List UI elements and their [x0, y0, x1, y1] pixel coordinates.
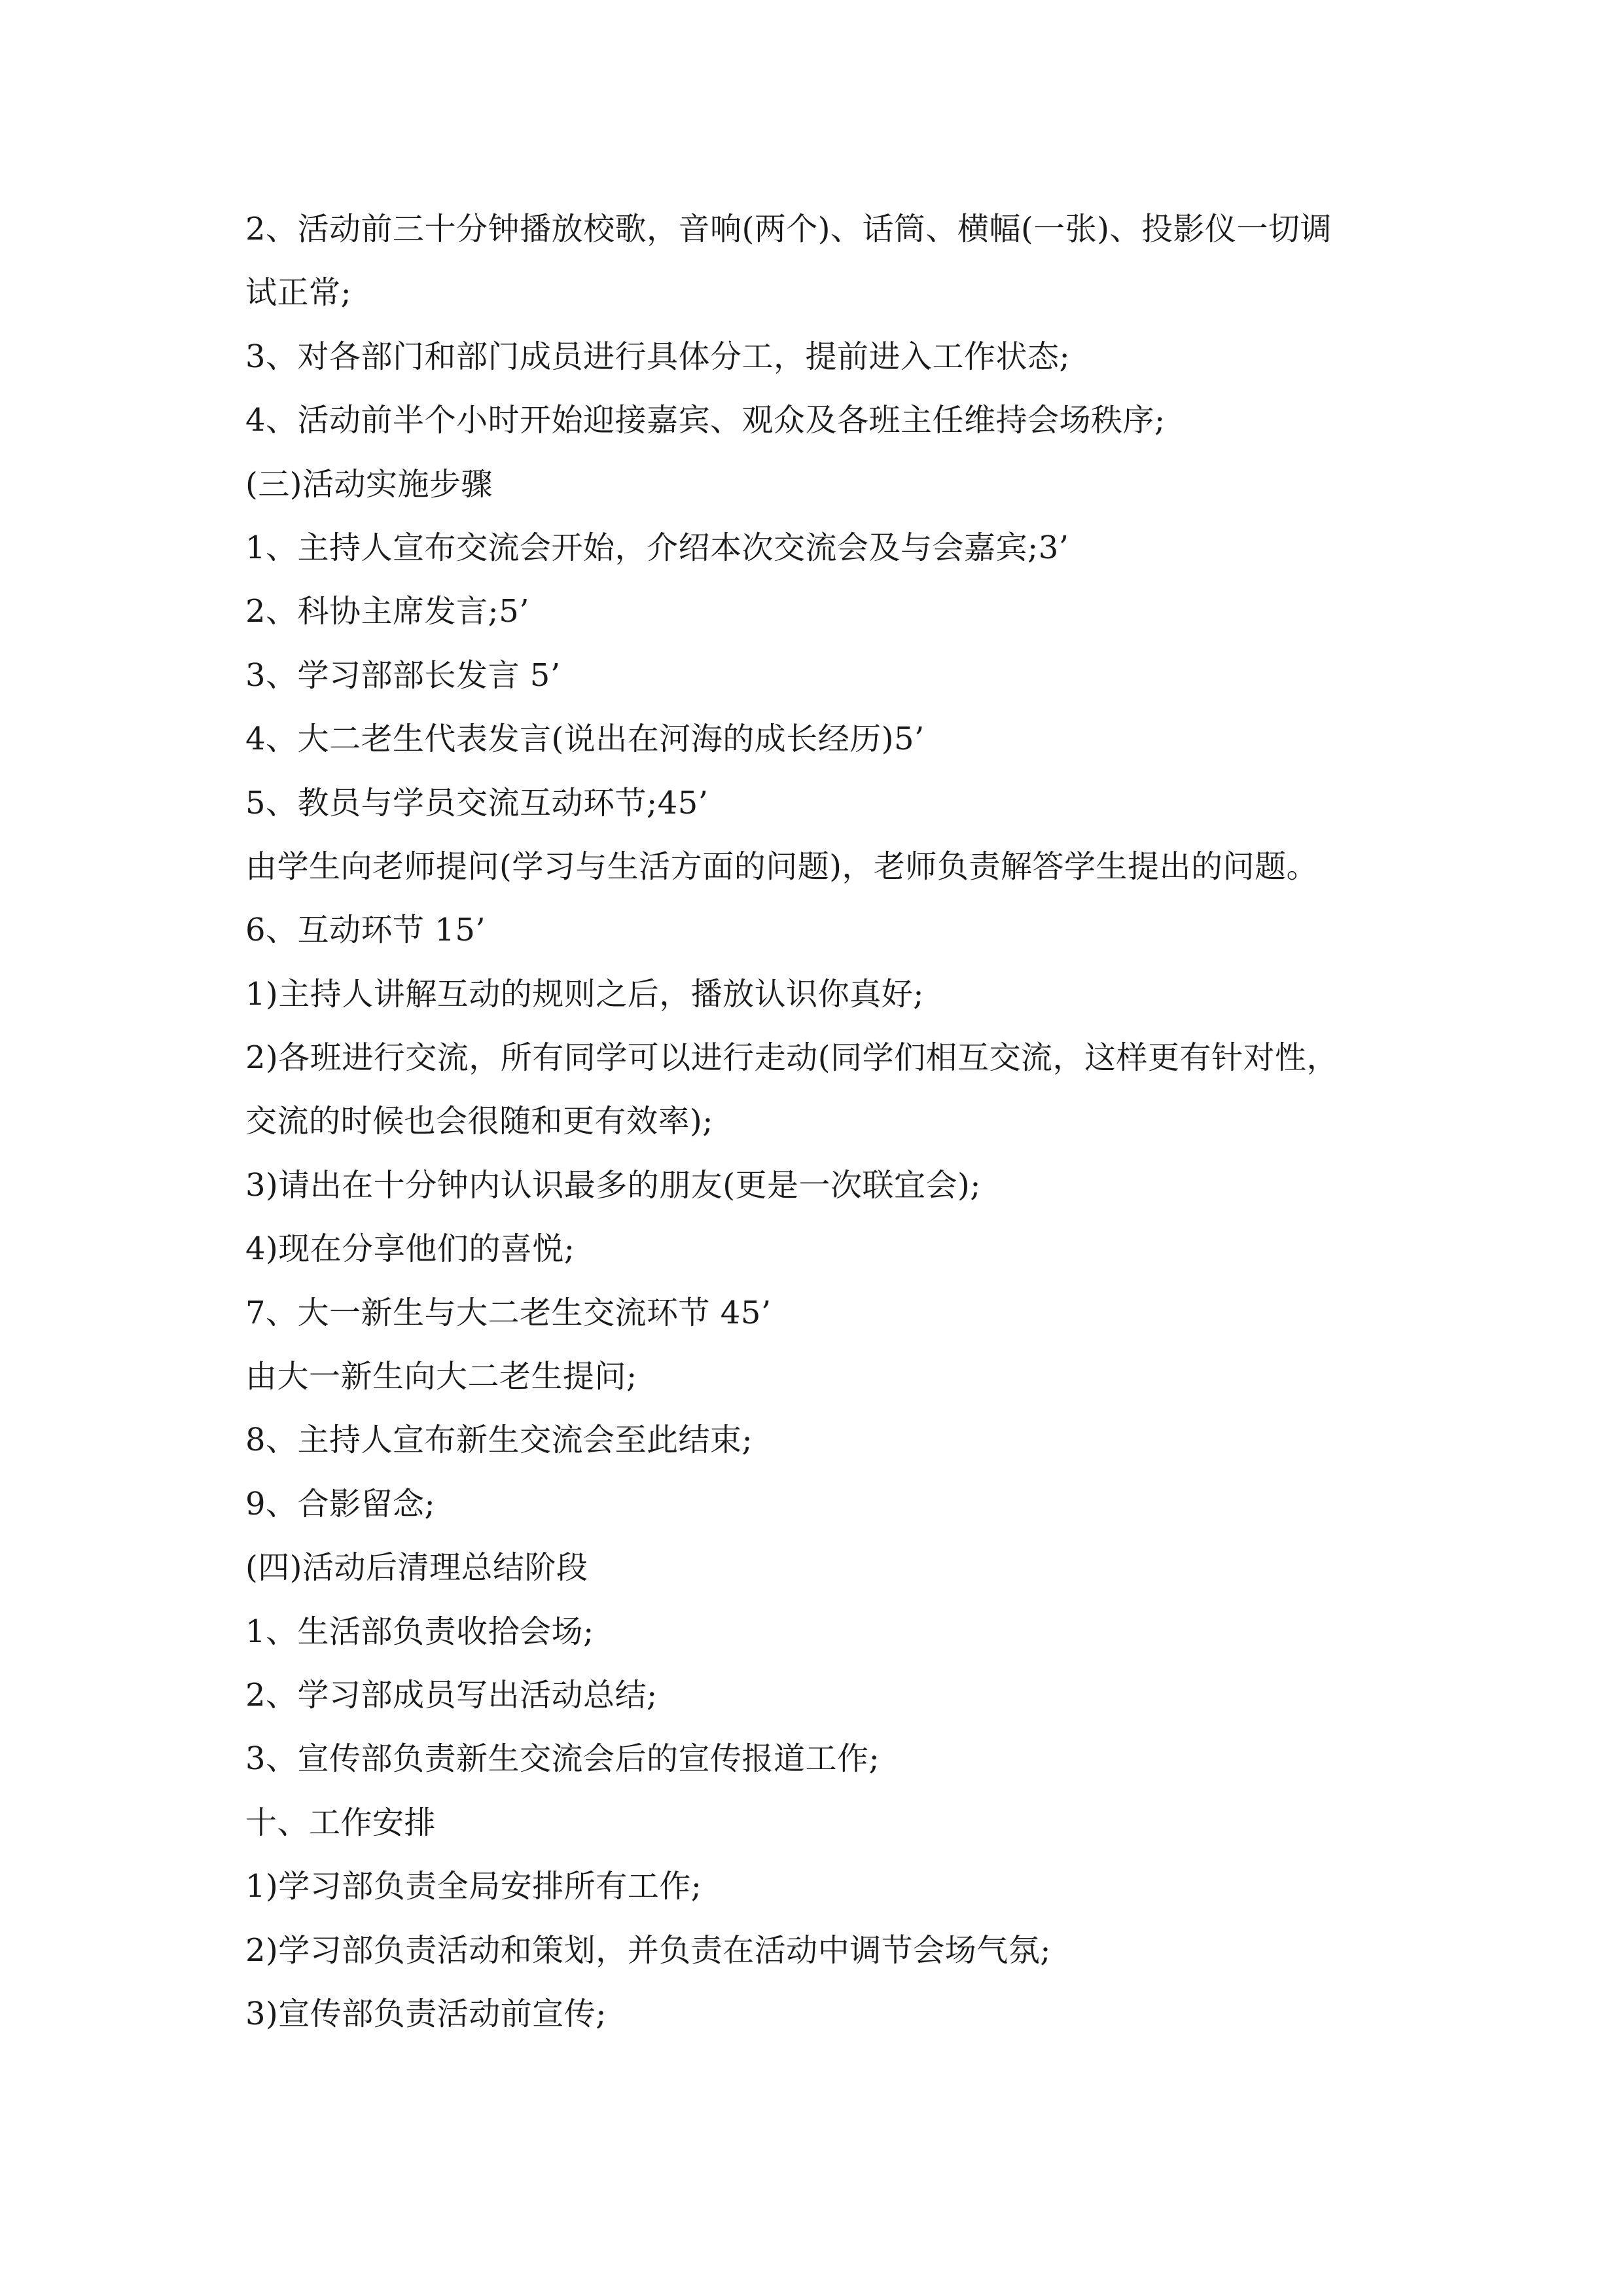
text-line: 由大一新生向大二老生提问;: [245, 1358, 637, 1395]
text-line: 3、宣传部负责新生交流会后的宣传报道工作;: [245, 1740, 880, 1778]
text-line: 2)各班进行交流，所有同学可以进行走动(同学们相互交流，这样更有针对性，: [245, 1039, 1338, 1077]
text-line: 由学生向老师提问(学习与生活方面的问题)，老师负责解答学生提出的问题。: [245, 848, 1318, 885]
text-line: 4)现在分享他们的喜悦;: [245, 1230, 575, 1268]
text-line: 2、学习部成员写出活动总结;: [245, 1676, 658, 1713]
text-line: 1、生活部负责收拾会场;: [245, 1613, 594, 1650]
text-line: 2、活动前三十分钟播放校歌，音响(两个)、话筒、横幅(一张)、投影仪一切调: [245, 211, 1332, 247]
section-heading: (三)活动实施步骤: [245, 465, 493, 503]
text-line: 2)学习部负责活动和策划，并负责在活动中调节会场气氛;: [245, 1931, 1051, 1969]
section-heading: 十、工作安排: [245, 1804, 437, 1841]
text-line: 7、大一新生与大二老生交流环节 45’: [245, 1294, 772, 1331]
text-line: 5、教员与学员交流互动环节;45’: [245, 784, 709, 821]
text-line: 2、科协主席发言;5’: [245, 593, 530, 630]
section-heading: (四)活动后清理总结阶段: [245, 1549, 588, 1587]
text-line: 8、主持人宣布新生交流会至此结束;: [245, 1422, 753, 1459]
text-line: 1、主持人宣布交流会开始，介绍本次交流会及与会嘉宾;3’: [245, 529, 1069, 566]
text-line: 6、互动环节 15’: [245, 912, 486, 949]
text-line: 4、活动前半个小时开始迎接嘉宾、观众及各班主任维持会场秩序;: [245, 402, 1166, 439]
text-line: 4、大二老生代表发言(说出在河海的成长经历)5’: [245, 721, 925, 758]
text-line: 交流的时候也会很随和更有效率);: [245, 1103, 713, 1140]
text-line: 1)主持人讲解互动的规则之后，播放认识你真好;: [245, 975, 924, 1013]
text-line: 试正常;: [245, 274, 352, 312]
text-line: 3)宣传部负责活动前宣传;: [245, 1995, 607, 2032]
document-body: [245, 198, 1394, 2046]
text-line: 9、合影留念;: [245, 1485, 436, 1522]
text-line: 3、对各部门和部门成员进行具体分工，提前进入工作状态;: [245, 338, 1071, 375]
text-line: 3、学习部部长发言 5’: [245, 656, 561, 694]
text-line: 1)学习部负责全局安排所有工作;: [245, 1868, 702, 1905]
text-line: 3)请出在十分钟内认识最多的朋友(更是一次联宜会);: [245, 1166, 981, 1204]
